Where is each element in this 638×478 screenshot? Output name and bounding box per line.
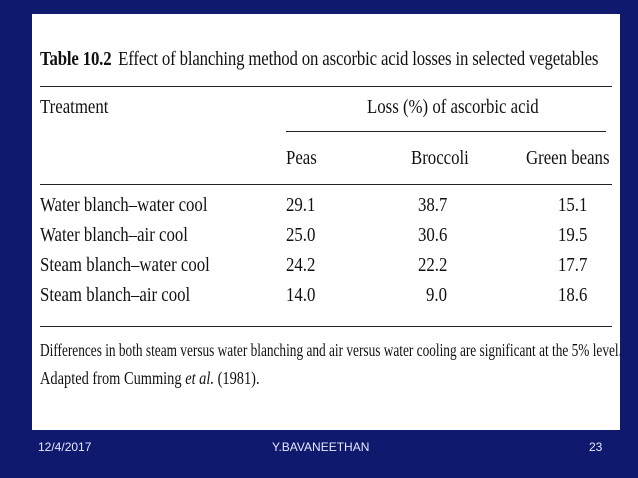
row-peas: 25.0 [286,224,316,246]
header-treatment: Treatment [40,96,109,118]
header-green-beans: Green beans [526,147,610,169]
row-treatment: Water blanch–water cool [40,194,208,216]
slide-content [32,14,620,430]
table-note: Differences in both steam versus water blanching and air versus water cooling are significant at the 5% level. [40,340,622,360]
row-broccoli: 22.2 [418,254,448,276]
row-treatment: Water blanch–air cool [40,224,188,246]
bottom-rule [40,326,612,327]
header-peas: Peas [286,147,317,169]
source-italic: et al. [185,368,214,388]
header-broccoli: Broccoli [411,147,469,169]
row-broccoli: 9.0 [426,284,447,306]
row-green-beans: 19.5 [558,224,588,246]
table-title-text: Effect of blanching method on ascorbic acid losses in selected vegetables [118,48,599,70]
row-treatment: Steam blanch–water cool [40,254,210,276]
table-number: Table 10.2 [40,48,112,70]
slide-footer [0,438,638,462]
row-treatment: Steam blanch–air cool [40,284,191,306]
group-rule [286,131,606,132]
header-loss-group: Loss (%) of ascorbic acid [367,96,539,118]
row-peas: 24.2 [286,254,316,276]
row-broccoli: 38.7 [418,194,448,216]
footer-page-number: 23 [589,440,603,454]
row-green-beans: 15.1 [558,194,588,216]
header-rule [40,184,612,185]
row-broccoli: 30.6 [418,224,448,246]
source-prefix: Adapted from Cumming [40,368,186,388]
table-title [40,48,598,71]
footer-date: 12/4/2017 [38,440,92,454]
top-rule [40,86,612,87]
row-green-beans: 17.7 [558,254,588,276]
table-source [40,368,260,389]
footer-author: Y.BAVANEETHAN [272,440,370,454]
row-green-beans: 18.6 [558,284,588,306]
row-peas: 29.1 [286,194,316,216]
row-peas: 14.0 [286,284,316,306]
source-suffix: (1981). [213,368,260,388]
